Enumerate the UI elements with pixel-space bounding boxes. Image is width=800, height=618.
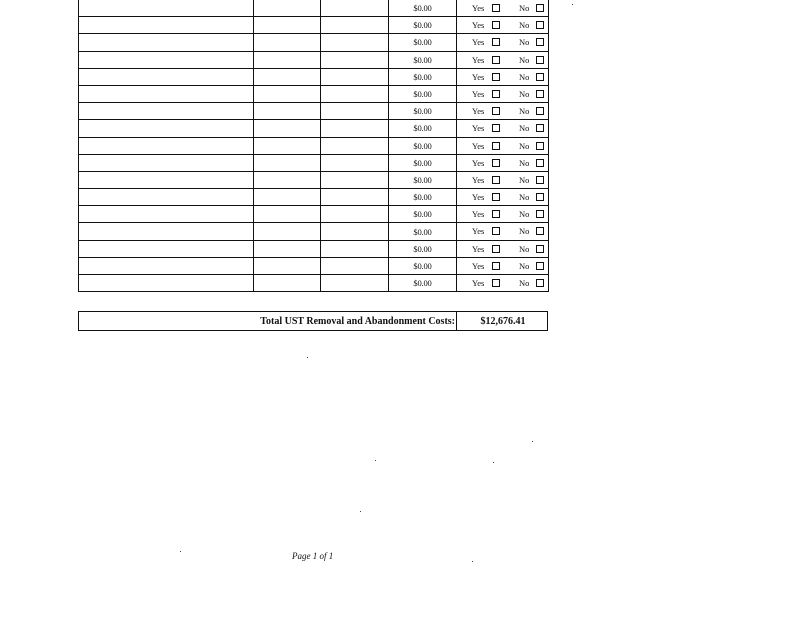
yes-no-cell [457,171,549,188]
amount-cell: $0.00 [389,85,457,102]
blank-cell[interactable] [79,17,254,34]
no-label: No [519,192,530,203]
no-label: No [519,54,530,65]
no-checkbox[interactable] [536,124,544,132]
amount-cell: $0.00 [389,17,457,34]
blank-cell[interactable] [79,257,254,274]
blank-cell[interactable] [321,68,389,85]
no-label: No [519,71,530,82]
yes-checkbox[interactable] [492,176,500,184]
blank-cell[interactable] [254,206,321,223]
table-row [79,0,549,17]
no-label: No [519,88,530,99]
no-checkbox[interactable] [536,90,544,98]
amount-cell: $0.00 [389,223,457,240]
yes-checkbox[interactable] [492,56,500,64]
total-costs-row [78,311,548,331]
blank-cell[interactable] [79,0,254,17]
amount-cell: $0.00 [389,51,457,68]
yes-checkbox[interactable] [492,142,500,150]
table-row [79,68,549,85]
yes-label: Yes [472,192,485,203]
blank-cell[interactable] [79,275,254,292]
yes-label: Yes [472,140,485,151]
blank-cell[interactable] [254,68,321,85]
total-costs-label: Total UST Removal and Abandonment Costs: [260,316,455,327]
yes-checkbox[interactable] [492,73,500,81]
total-costs-value: $12,676.41 [480,316,526,327]
yes-no-cell [457,240,549,257]
amount-cell: $0.00 [389,68,457,85]
scan-speck [572,4,573,5]
blank-cell[interactable] [254,85,321,102]
scan-speck [307,357,308,358]
blank-cell[interactable] [321,171,389,188]
no-checkbox[interactable] [536,142,544,150]
table-row [79,120,549,137]
no-label: No [519,226,530,237]
table-row [79,240,549,257]
yes-label: Yes [472,278,485,288]
yes-no-cell [457,34,549,51]
table-row [79,137,549,154]
amount-cell: $0.00 [389,240,457,257]
yes-no-cell [457,68,549,85]
blank-cell[interactable] [254,0,321,17]
yes-label: Yes [472,243,485,254]
blank-cell[interactable] [321,206,389,223]
blank-cell[interactable] [254,137,321,154]
blank-cell[interactable] [79,137,254,154]
yes-checkbox[interactable] [492,262,500,270]
amount-cell: $0.00 [389,0,457,17]
blank-cell[interactable] [79,189,254,206]
blank-cell[interactable] [254,257,321,274]
no-label: No [519,106,530,117]
blank-cell[interactable] [79,68,254,85]
yes-checkbox[interactable] [492,159,500,167]
no-checkbox[interactable] [536,176,544,184]
blank-cell[interactable] [321,34,389,51]
yes-no-cell [457,257,549,274]
no-checkbox[interactable] [536,4,544,12]
table-row [79,103,549,120]
no-label: No [519,157,530,168]
scan-speck [360,511,361,512]
yes-label: Yes [472,209,485,220]
yes-checkbox[interactable] [492,193,500,201]
table-row [79,17,549,34]
blank-cell[interactable] [254,34,321,51]
yes-checkbox[interactable] [492,245,500,253]
blank-cell[interactable] [254,240,321,257]
yes-no-cell [457,103,549,120]
blank-cell[interactable] [321,120,389,137]
yes-label: Yes [472,71,485,82]
no-checkbox[interactable] [536,38,544,46]
yes-checkbox[interactable] [492,4,500,12]
blank-cell[interactable] [254,17,321,34]
no-label: No [519,37,530,48]
table-row [79,51,549,68]
blank-cell[interactable] [254,189,321,206]
blank-cell[interactable] [321,275,389,292]
yes-checkbox[interactable] [492,210,500,218]
blank-cell[interactable] [321,103,389,120]
amount-cell: $0.00 [389,189,457,206]
page-number: Page 1 of 1 [292,551,334,561]
scan-speck [493,462,494,463]
yes-no-cell [457,275,549,292]
blank-cell[interactable] [254,51,321,68]
blank-cell[interactable] [79,223,254,240]
blank-cell[interactable] [321,240,389,257]
blank-cell[interactable] [79,240,254,257]
blank-cell[interactable] [79,171,254,188]
blank-cell[interactable] [321,85,389,102]
scan-speck [180,551,181,552]
scan-speck [532,441,533,442]
no-checkbox[interactable] [536,279,544,287]
table-row [79,206,549,223]
blank-cell[interactable] [254,103,321,120]
no-checkbox[interactable] [536,56,544,64]
no-checkbox[interactable] [536,159,544,167]
blank-cell[interactable] [321,137,389,154]
no-checkbox[interactable] [536,21,544,29]
no-label: No [519,123,530,134]
table-row [79,189,549,206]
blank-cell[interactable] [321,223,389,240]
table-row [79,257,549,274]
yes-no-cell [457,154,549,171]
blank-cell[interactable] [79,51,254,68]
amount-cell: $0.00 [389,34,457,51]
yes-checkbox[interactable] [492,279,500,287]
no-label: No [519,140,530,151]
yes-no-cell [457,85,549,102]
yes-no-cell [457,51,549,68]
yes-no-cell [457,189,549,206]
yes-checkbox[interactable] [492,38,500,46]
no-checkbox[interactable] [536,193,544,201]
yes-label: Yes [472,88,485,99]
no-label: No [519,20,530,31]
no-label: No [519,278,530,288]
blank-cell[interactable] [254,275,321,292]
yes-no-cell [457,223,549,240]
blank-cell[interactable] [254,171,321,188]
blank-cell[interactable] [254,223,321,240]
no-label: No [519,174,530,185]
yes-label: Yes [472,260,485,271]
yes-label: Yes [472,20,485,31]
amount-cell: $0.00 [389,257,457,274]
blank-cell[interactable] [321,257,389,274]
blank-cell[interactable] [79,103,254,120]
no-checkbox[interactable] [536,227,544,235]
yes-no-cell [457,120,549,137]
yes-label: Yes [472,174,485,185]
yes-label: Yes [472,226,485,237]
scan-speck [472,561,473,562]
table-row [79,223,549,240]
no-label: No [519,243,530,254]
ust-cost-table [78,0,549,292]
yes-label: Yes [472,106,485,117]
amount-cell: $0.00 [389,171,457,188]
table-row [79,275,549,292]
yes-label: Yes [472,157,485,168]
blank-cell[interactable] [321,0,389,17]
yes-label: Yes [472,3,485,13]
yes-no-cell [457,17,549,34]
table-row [79,34,549,51]
yes-label: Yes [472,123,485,134]
no-checkbox[interactable] [536,73,544,81]
amount-cell: $0.00 [389,275,457,292]
amount-cell: $0.00 [389,120,457,137]
table-row [79,154,549,171]
no-checkbox[interactable] [536,210,544,218]
blank-cell[interactable] [254,154,321,171]
table-row [79,171,549,188]
no-checkbox[interactable] [536,245,544,253]
blank-cell[interactable] [321,154,389,171]
yes-checkbox[interactable] [492,107,500,115]
amount-cell: $0.00 [389,137,457,154]
blank-cell[interactable] [254,120,321,137]
amount-cell: $0.00 [389,154,457,171]
ust-cost-table-body [79,0,549,292]
no-checkbox[interactable] [536,107,544,115]
yes-label: Yes [472,37,485,48]
no-label: No [519,260,530,271]
amount-cell: $0.00 [389,206,457,223]
yes-checkbox[interactable] [492,90,500,98]
yes-no-cell [457,0,549,17]
scan-speck [375,460,376,461]
no-label: No [519,209,530,220]
yes-checkbox[interactable] [492,21,500,29]
yes-label: Yes [472,54,485,65]
blank-cell[interactable] [79,85,254,102]
yes-checkbox[interactable] [492,227,500,235]
table-row [79,85,549,102]
blank-cell[interactable] [79,154,254,171]
blank-cell[interactable] [321,51,389,68]
blank-cell[interactable] [79,120,254,137]
yes-no-cell [457,206,549,223]
blank-cell[interactable] [79,34,254,51]
blank-cell[interactable] [321,189,389,206]
no-checkbox[interactable] [536,262,544,270]
no-label: No [519,3,530,13]
amount-cell: $0.00 [389,103,457,120]
yes-no-cell [457,137,549,154]
blank-cell[interactable] [321,17,389,34]
yes-checkbox[interactable] [492,124,500,132]
blank-cell[interactable] [79,206,254,223]
